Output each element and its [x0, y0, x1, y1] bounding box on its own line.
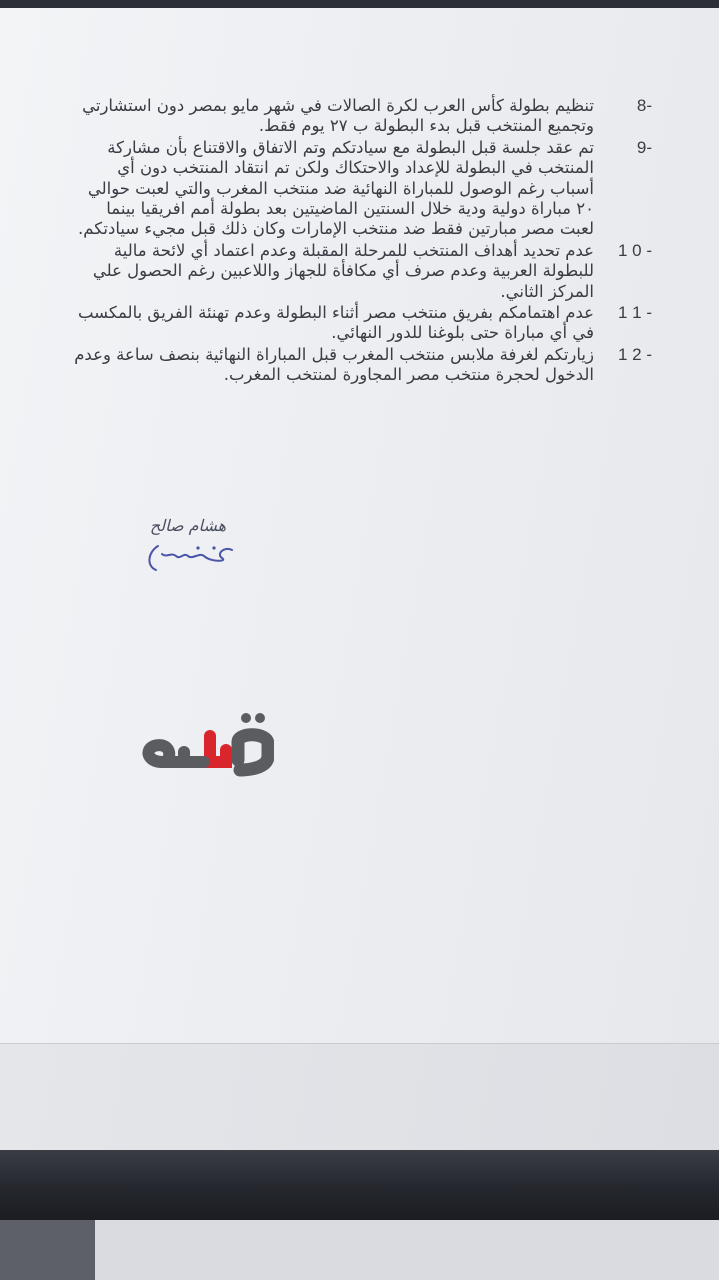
handwritten-signature-icon	[140, 540, 240, 574]
item-number: 9-	[636, 137, 652, 157]
item-text: عدم اهتمامكم بفريق منتخب مصر أثناء البطولة وعدم تهنئة الفريق بالمكسب في أي مباراة حتى بلوغنا للدور النهائي.	[77, 303, 594, 343]
list-item	[72, 241, 652, 302]
item-number: 1 2 -	[617, 344, 652, 364]
list-item	[72, 96, 652, 137]
item-text: تنظيم بطولة كأس العرب لكرة الصالات في شهر مايو بمصر دون استشارتي وتجميع المنتخب قبل بدء البطولة ب ٢٧ يوم فقط.	[82, 96, 594, 136]
list-item	[72, 345, 652, 386]
signature-name: هشام صالح	[149, 516, 227, 535]
list-item	[72, 303, 652, 344]
item-text: تم عقد جلسة قبل البطولة مع سيادتكم وتم الاتفاق والاقتناع بأن مشاركة المنتخب في البطولة للإعداد والاحتكاك ولكن تم انتقاد المنتخب دون أي أسباب رغم الوصول للمباراة النهائية ضد منتخب المغرب والتي لعبت حوالي ٢٠ مباراة دولية ودية خلال السنتين الماضيتين بعد بطولة أمم افريقيا بينما لعبت مصر مبارتين فقط ضد منتخب الإمارات وكان ذلك قبل مجيء سيادتكم.	[78, 137, 594, 239]
list-item	[72, 138, 652, 240]
item-number: 1 0 -	[617, 240, 652, 260]
item-text: عدم تحديد أهداف المنتخب للمرحلة المقبلة وعدم اعتماد أي لائحة مالية للبطولة العربية وعدم صرف أي مكافأة للجهاز واللاعبين رغم الحصول علي المركز الثاني.	[92, 240, 594, 301]
bottom-sheet	[95, 1220, 719, 1280]
document-body	[72, 96, 652, 387]
underlying-page	[0, 1043, 719, 1152]
vito-logo	[134, 700, 274, 780]
item-number: 1 1 -	[617, 303, 652, 323]
binder-cover	[0, 1150, 719, 1220]
item-text: زيارتكم لغرفة ملابس منتخب المغرب قبل المباراة النهائية بنصف ساعة وعدم الدخول لحجرة منتخب مصر المجاورة لمنتخب المغرب.	[74, 344, 594, 385]
item-number: 8-	[636, 96, 652, 115]
